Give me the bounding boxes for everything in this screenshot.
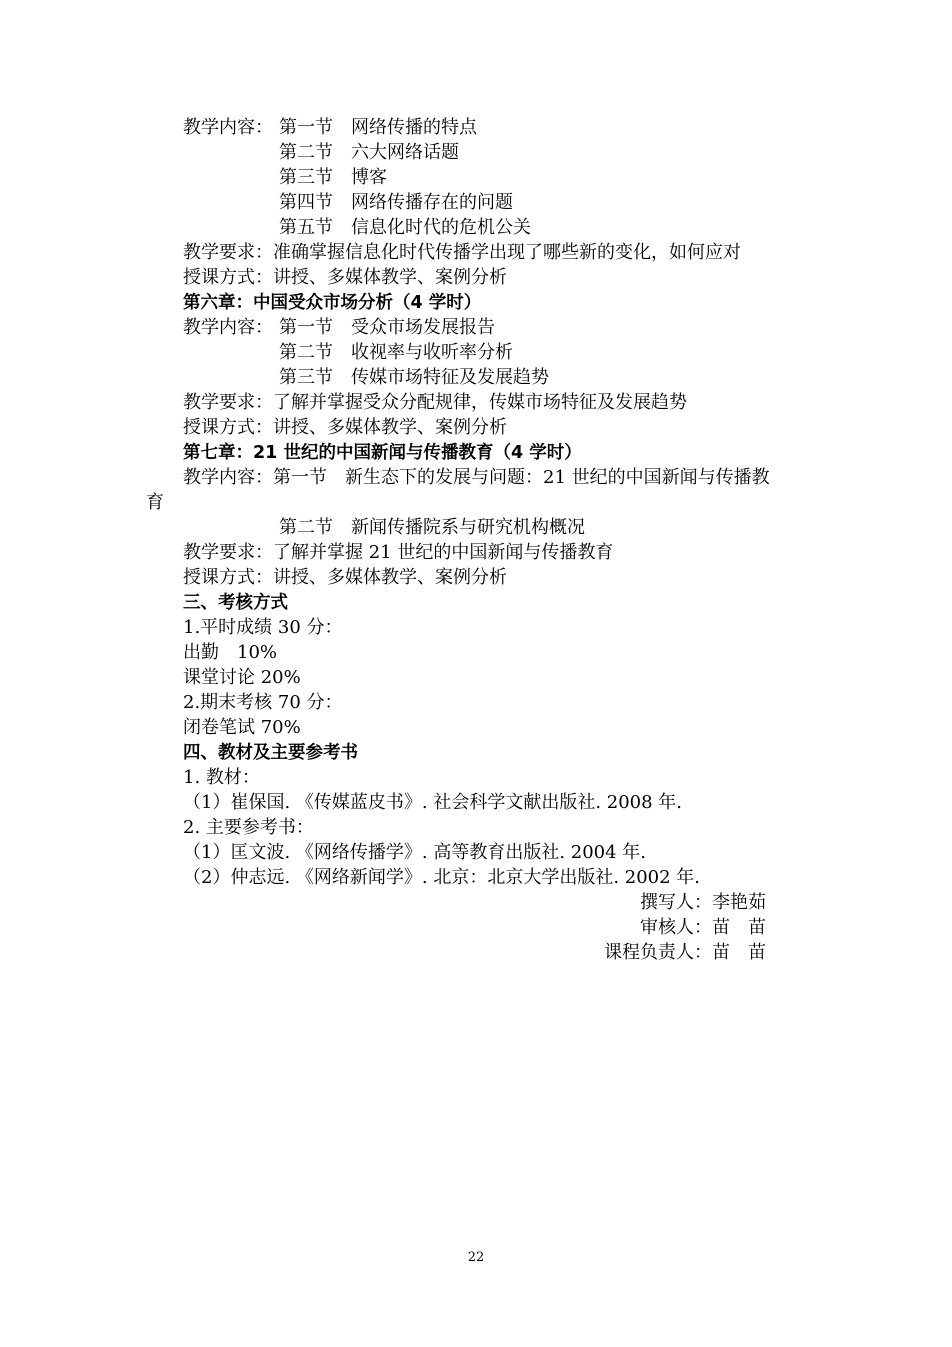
assessment-line: 2.期末考核 70 分： [183,692,343,713]
ch5-method: 授课方式：讲授、多媒体教学、案例分析 [183,267,507,288]
signature-reviewer: 审核人：苗 苗 [640,917,766,938]
ch7-content-wrap: 育 [146,492,164,513]
ch5-content-label: 教学内容： [183,117,273,138]
ch7-content-line: 教学内容：第一节 新生态下的发展与问题：21 世纪的中国新闻与传播教 [183,467,770,488]
assessment-line: 出勤 10% [183,642,278,663]
ch6-content-label: 教学内容： [183,317,273,338]
textbook-item: （1）崔保国. 《传媒蓝皮书》. 社会科学文献出版社. 2008 年. [183,792,683,813]
ch5-requirement: 教学要求：准确掌握信息化时代传播学出现了哪些新的变化，如何应对 [183,242,741,263]
ch5-section-3: 第三节 博客 [279,167,387,188]
ch5-section-2: 第二节 六大网络话题 [279,142,459,163]
ch7-title: 第七章：21 世纪的中国新闻与传播教育（4 学时） [183,443,582,463]
assessment-line: 1.平时成绩 30 分： [183,617,343,638]
ch7-requirement: 教学要求：了解并掌握 21 世纪的中国新闻与传播教育 [183,542,614,563]
reference-item: （1）匡文波. 《网络传播学》. 高等教育出版社. 2004 年. [183,842,647,863]
signature-owner: 课程负责人：苗 苗 [604,942,766,963]
ch5-section-1: 第一节 网络传播的特点 [279,117,477,138]
references-heading: 四、教材及主要参考书 [183,743,358,763]
ch5-section-5: 第五节 信息化时代的危机公关 [279,217,531,238]
refs-label: 2. 主要参考书： [183,817,314,838]
page-number: 22 [467,1250,485,1265]
ch6-title: 第六章：中国受众市场分析（4 学时） [183,293,482,313]
ch6-method: 授课方式：讲授、多媒体教学、案例分析 [183,417,507,438]
ch5-section-4: 第四节 网络传播存在的问题 [279,192,513,213]
textbook-label: 1. 教材： [183,767,260,788]
ch7-method: 授课方式：讲授、多媒体教学、案例分析 [183,567,507,588]
assessment-line: 课堂讨论 20% [183,667,301,688]
assessment-heading: 三、考核方式 [183,593,288,613]
ch6-section-1: 第一节 受众市场发展报告 [279,317,495,338]
reference-item: （2）仲志远. 《网络新闻学》. 北京：北京大学出版社. 2002 年. [183,867,701,888]
ch7-section-2: 第二节 新闻传播院系与研究机构概况 [279,517,585,538]
ch6-requirement: 教学要求：了解并掌握受众分配规律，传媒市场特征及发展趋势 [183,392,687,413]
signature-author: 撰写人：李艳茹 [640,892,766,913]
assessment-line: 闭卷笔试 70% [183,717,301,738]
ch6-section-2: 第二节 收视率与收听率分析 [279,342,513,363]
ch6-section-3: 第三节 传媒市场特征及发展趋势 [279,367,549,388]
